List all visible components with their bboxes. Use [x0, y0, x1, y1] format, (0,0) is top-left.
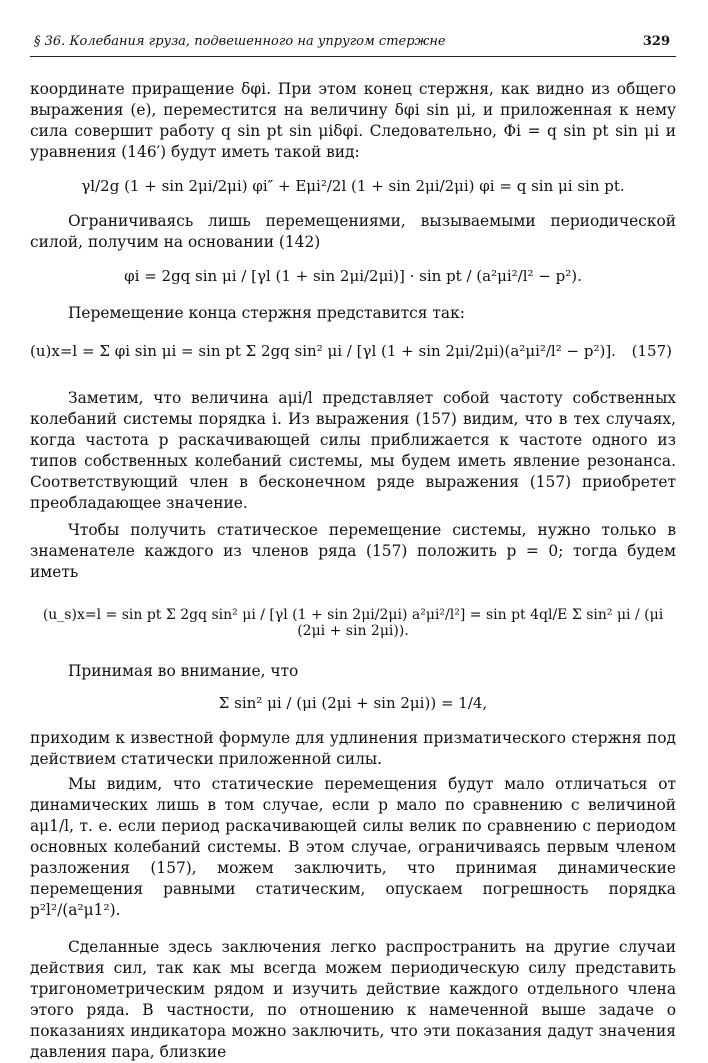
- equation-157-body: (u)x=l = Σ φi sin μi = sin pt Σ 2gq sin² μi / [γl (1 + sin 2μi/2μi)(a²μi²/l² − p²)].: [30, 342, 616, 360]
- equation-1: γl/2g (1 + sin 2μi/2μi) φi″ + Eμi²/2l (1 + sin 2μi/2μi) φi = q sin μi sin pt.: [81, 177, 625, 195]
- page-number: 329: [642, 34, 670, 49]
- equation-number-157: (157): [631, 342, 672, 360]
- equation-sum: Σ sin² μi / (μi (2μi + sin 2μi)) = 1/4,: [218, 694, 488, 712]
- paragraph-5: Чтобы получить статическое перемещение системы, нужно только в знаменателе каждого из членов ряда (157) положить p = 0; тогда будем иметь: [30, 521, 676, 581]
- paragraph-7: приходим к известной формуле для удлинения призматического стержня под действием статически приложенной силы.: [30, 729, 676, 768]
- paragraph-8: Мы видим, что статические перемещения будут мало отличаться от динамических лишь в том случае, если p мало по сравнению с величиной aμ1/l, т. е. если период раскачивающей силы велик по сравнению с периодом основных колебаний системы. В этом случае, ограничиваясь первым членом разложения (157), можем заключить, что принимая динамические перемещения равными статическим, опускаем погрешность порядка p²l²/(a²μ1²).: [30, 775, 676, 919]
- equation-157: [30, 342, 676, 360]
- book-page: [30, 30, 676, 1063]
- equation-static: (u_s)x=l = sin pt Σ 2gq sin² μi / [γl (1 + sin 2μi/2μi) a²μi²/l²] = sin pt 4ql/E Σ sin² μi / (μi (2μi + sin 2μi)).: [42, 607, 664, 639]
- equation-2: φi = 2gq sin μi / [γl (1 + sin 2μi/2μi)] · sin pt / (a²μi²/l² − p²).: [124, 267, 582, 285]
- paragraph-3: Перемещение конца стержня представится так:: [68, 304, 465, 322]
- paragraph-4: Заметим, что величина aμi/l представляет собой частоту собственных колебаний системы порядка i. Из выражения (157) видим, что в тех случаях, когда частота p раскачивающей силы приближается к частоте одного из типов собственных колебаний системы, мы будем иметь явление резонанса. Соответствующий член в бесконечном ряде выражения (157) приобретет преобладающее значение.: [30, 389, 676, 512]
- paragraph-2: Ограничиваясь лишь перемещениями, вызываемыми периодической силой, получим на основании (142): [30, 212, 676, 251]
- paragraph-1: координате приращение δφi. При этом конец стержня, как видно из общего выражения (e), переместится на величину δφi sin μi, и приложенная к нему сила совершит работу q sin pt sin μiδφi. Следовательно, Φi = q sin pt sin μi и уравнения (146′) будут иметь такой вид:: [30, 80, 676, 161]
- paragraph-9: Сделанные здесь заключения легко распространить на другие случаи действия сил, так как мы всегда можем периодическую силу представить тригонометрическим рядом и изучить действие каждого отдельного члена этого ряда. В частности, по отношению к намеченной выше задаче о показаниях индикатора можно заключить, что эти показания дадут значения давления пара, близкие: [30, 938, 676, 1061]
- paragraph-6: Принимая во внимание, что: [68, 662, 299, 680]
- running-title: § 36. Колебания груза, подвешенного на упругом стержне: [34, 34, 446, 49]
- page-header: [30, 30, 676, 57]
